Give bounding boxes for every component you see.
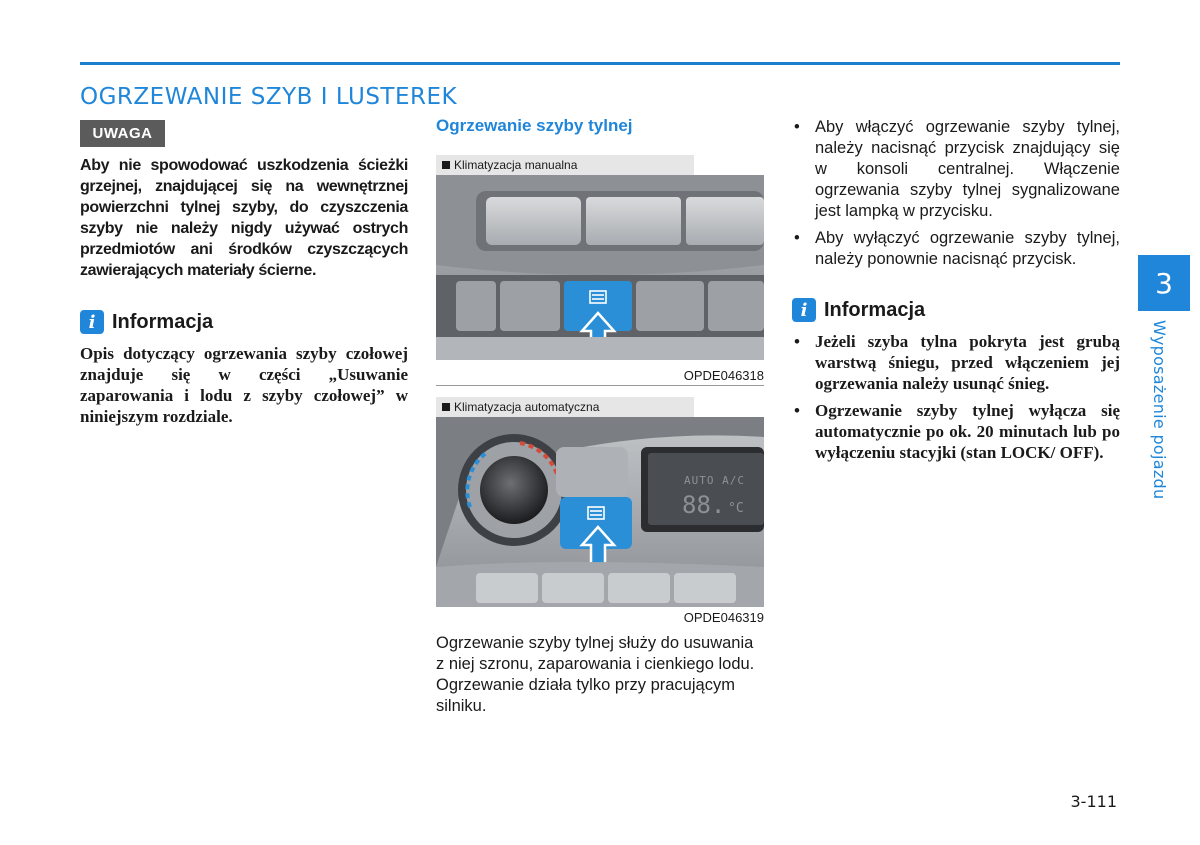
info-icon: i (80, 310, 104, 334)
display-temperature: 88. (682, 491, 726, 519)
top-rule (80, 62, 1120, 65)
figure-code-manual: OPDE046318 (683, 368, 764, 383)
figure-label-auto-text: Klimatyzacja automatyczna (454, 400, 600, 414)
figure-label-auto (436, 397, 694, 417)
figure-code-auto: OPDE046319 (683, 610, 764, 625)
figure-auto-climate (436, 417, 764, 607)
figure-label-manual-text: Klimatyzacja manualna (454, 158, 578, 172)
left-info-title: Informacja (112, 310, 214, 333)
right-info-list (792, 331, 1120, 469)
left-info-header (80, 310, 213, 334)
caution-badge: UWAGA (80, 120, 165, 147)
chapter-tab: 3 (1138, 255, 1190, 311)
right-info-header (792, 298, 925, 322)
rear-heating-description: Ogrzewanie szyby tylnej służy do usuwania z niej szronu, zaparowania i cienkiego lodu. Ogrzewanie działa tylko przy pracującym silniku. (436, 634, 755, 715)
figure-divider (436, 385, 764, 386)
chapter-name: Wyposażenie pojazdu (1150, 320, 1169, 500)
left-info-text: Opis dotyczący ogrzewania szyby czołowej znajduje się w części „Usuwanie zaparowania i lodu z szyby czołowej” w niniejszym rozdziale. (80, 344, 408, 426)
instruction-item: • Aby włączyć ogrzewanie szyby tylnej, należy nacisnąć przycisk znajdujący się w konsoli centralnej. Włączenie ogrzewania szyby tylnej sygnalizowane jest lampką w przycisku. (792, 117, 1120, 222)
right-info-title: Informacja (824, 298, 926, 321)
figure-label-manual (436, 155, 694, 175)
info-icon: i (792, 298, 816, 322)
rear-heating-subtitle: Ogrzewanie szyby tylnej (436, 116, 633, 135)
display-unit: °C (728, 501, 744, 516)
figure-manual-climate (436, 175, 764, 360)
page-number: 3-111 (1070, 792, 1117, 811)
caution-text: Aby nie spowodować uszkodzenia ścieżki grzejnej, znajdującej się na wewnętrznej powierzchni tylnej szyby, do czyszczenia szyby nie należy nigdy używać ostrych przedmiotów ani środków czyszczących zawierających materiały ścierne. (80, 157, 408, 279)
info-item: • Ogrzewanie szyby tylnej wyłącza się automatycznie po ok. 20 minutach lub po wyłączeniu stacyjki (stan LOCK/ OFF). (792, 400, 1120, 463)
instruction-item: • Aby wyłączyć ogrzewanie szyby tylnej, należy ponownie nacisnąć przycisk. (792, 228, 1120, 270)
display-mode-text: AUTO A/C (684, 474, 745, 487)
section-title: OGRZEWANIE SZYB I LUSTEREK (80, 84, 458, 110)
instruction-list (792, 117, 1120, 276)
info-item: • Jeżeli szyba tylna pokryta jest grubą warstwą śniegu, przed włączeniem jej ogrzewania należy usunąć śnieg. (792, 331, 1120, 394)
